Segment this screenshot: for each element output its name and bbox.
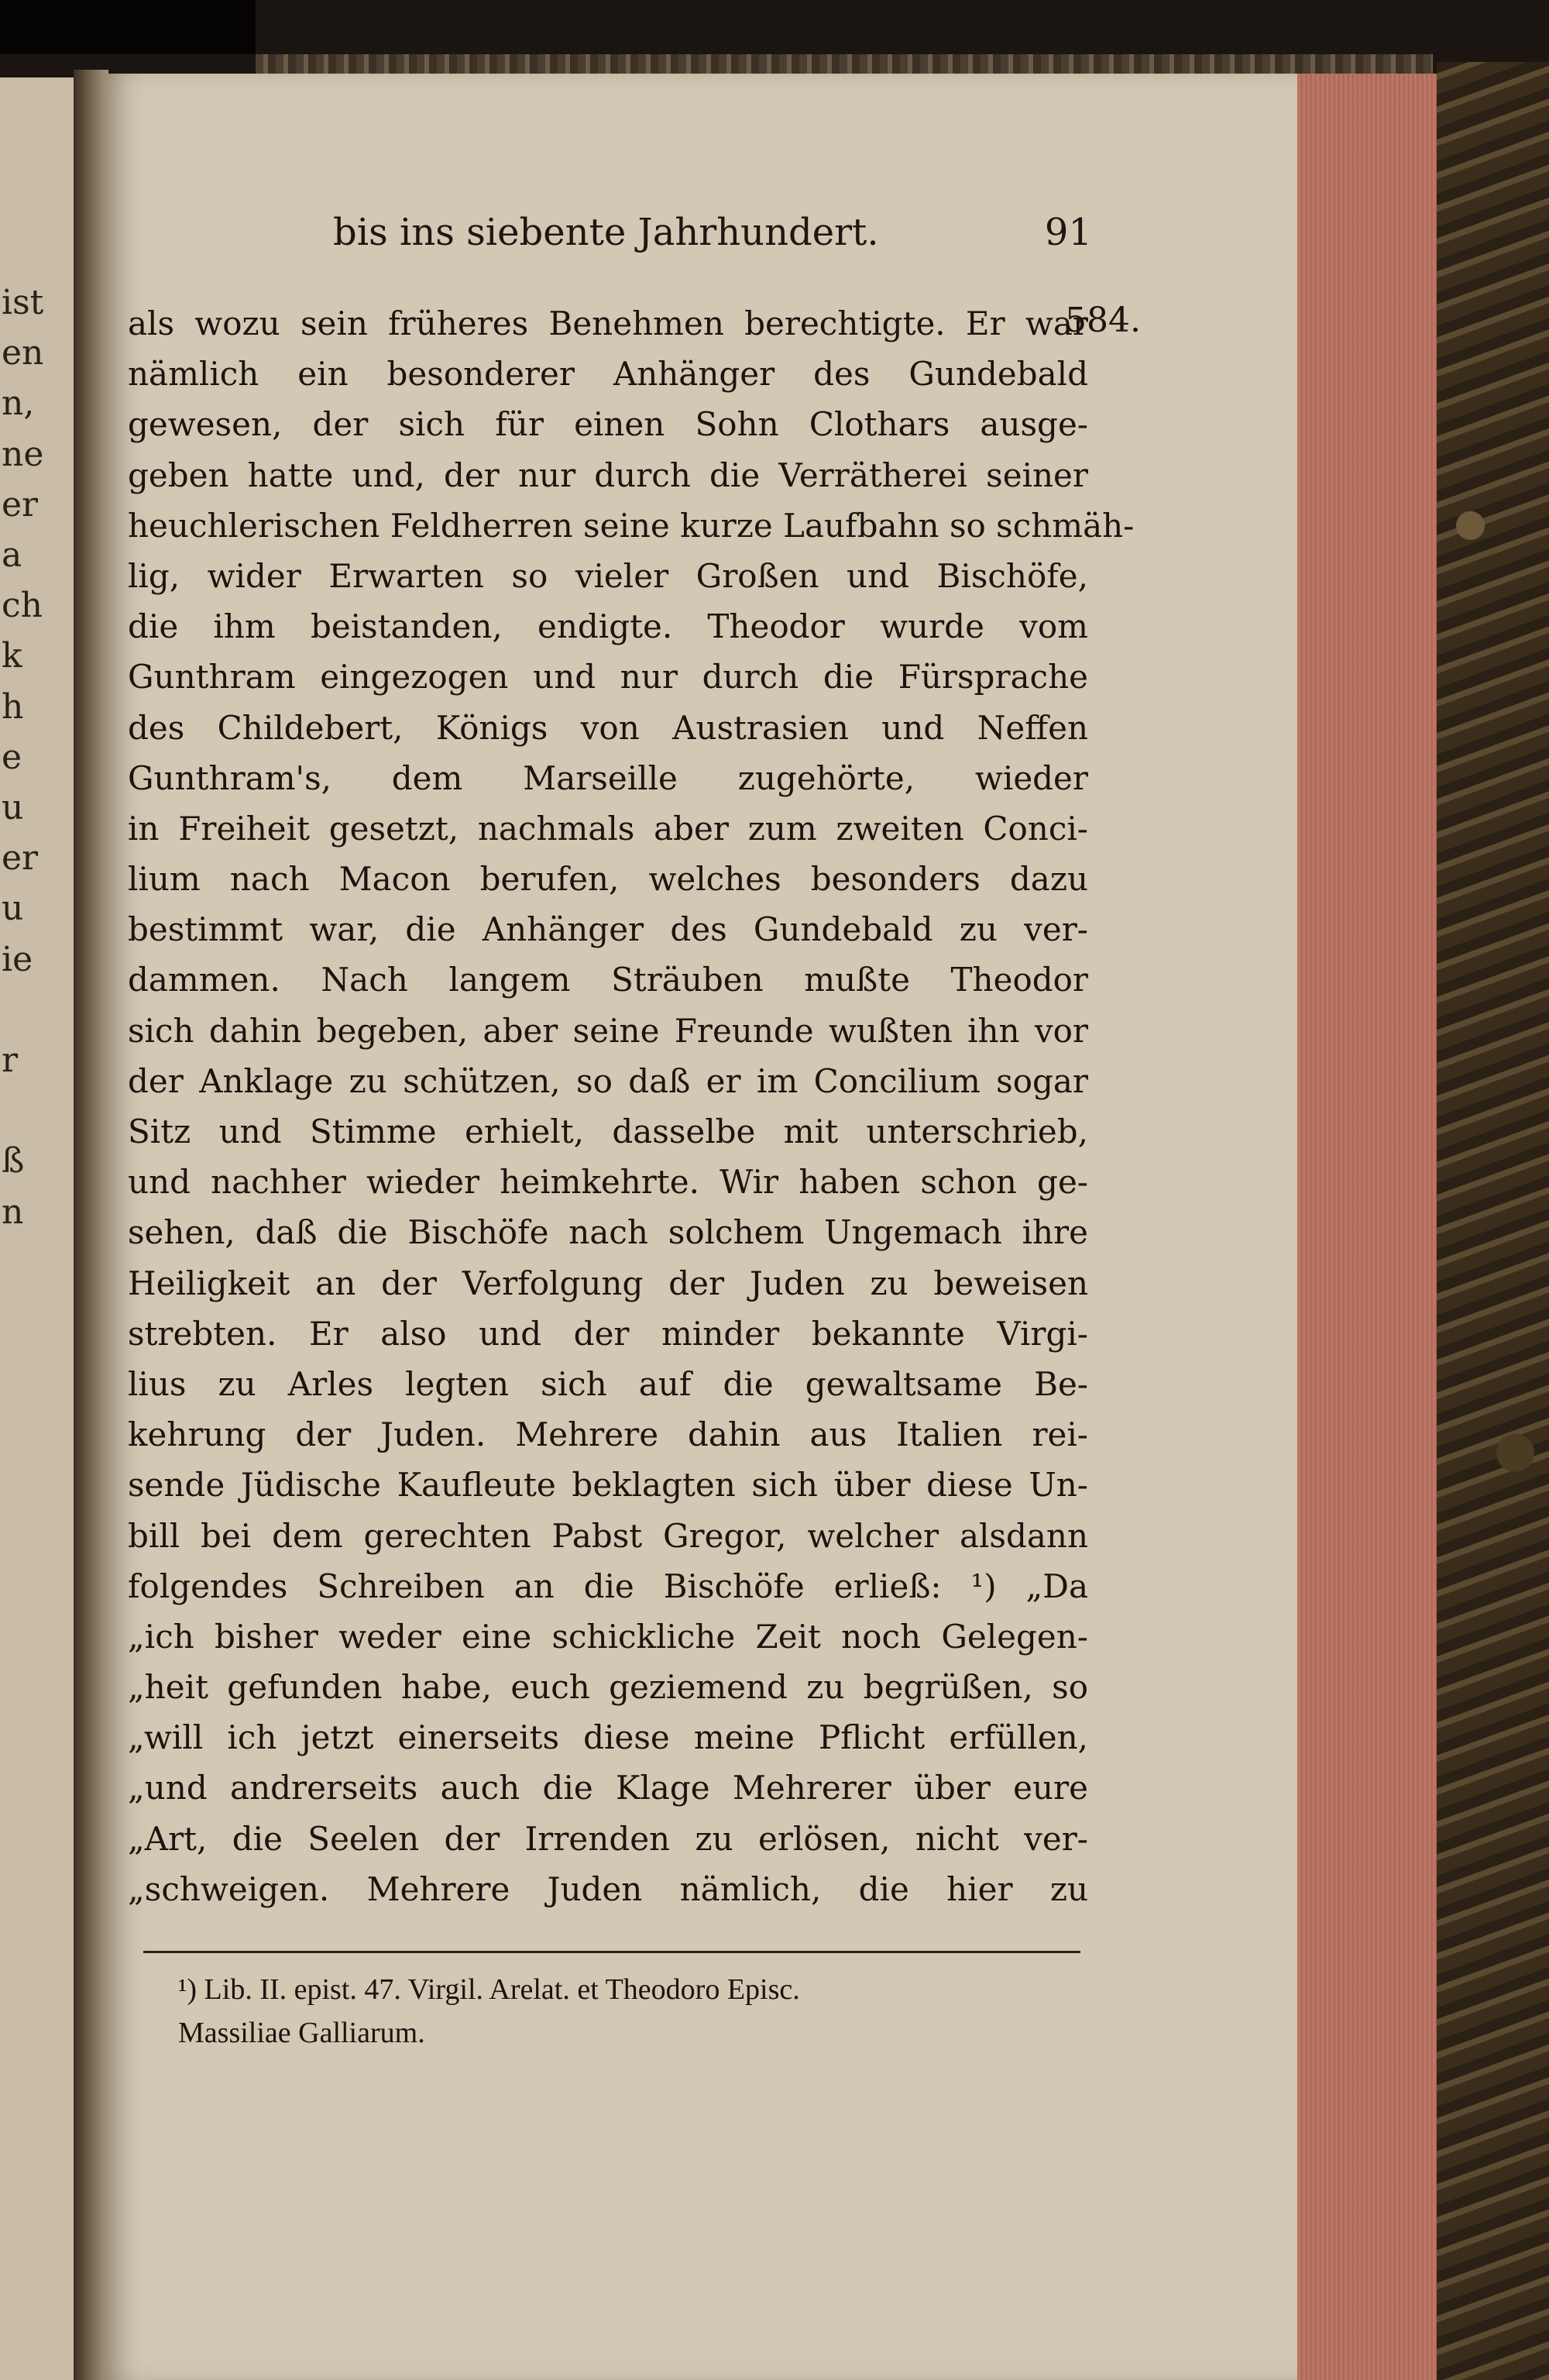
page-block-edge	[1297, 74, 1437, 2380]
left-page-fragment: ß	[2, 1141, 25, 1181]
left-page-fragment: er	[2, 484, 39, 524]
text-line: Sitz und Stimme erhielt, dasselbe mit unterschrieb,	[128, 1113, 1088, 1150]
running-title: bis ins siebente Jahrhundert.	[333, 211, 879, 254]
text-line: „und andrerseits auch die Klage Mehrerer über eure	[128, 1769, 1088, 1807]
text-line: sich dahin begeben, aber seine Freunde wußten ihn vor	[128, 1011, 1088, 1050]
text-line: in Freiheit gesetzt, nachmals aber zum zweiten Conci-	[128, 809, 1088, 848]
left-page-strip	[0, 77, 74, 2380]
text-line: lig, wider Erwarten so vieler Großen und Bischöfe,	[128, 556, 1088, 595]
left-page-fragment: ie	[2, 939, 33, 979]
running-header	[333, 211, 1092, 265]
text-line: „will ich jetzt einerseits diese meine Pflicht erfüllen,	[128, 1718, 1088, 1757]
left-page-fragment: ne	[2, 434, 44, 474]
black-tab	[0, 0, 256, 54]
left-page-fragment: a	[2, 535, 22, 575]
text-line: strebten. Er also und der minder bekannte Virgi-	[128, 1314, 1088, 1353]
left-page-fragment: ch	[2, 586, 43, 626]
text-line: kehrung der Juden. Mehrere dahin aus Italien rei-	[128, 1415, 1088, 1454]
text-line: des Childebert, Königs von Austrasien und Neffen	[128, 708, 1088, 747]
margin-year-note: 584.	[1065, 301, 1141, 340]
text-line: Gunthram's, dem Marseille zugehörte, wieder	[128, 758, 1088, 797]
text-line: bestimmt war, die Anhänger des Gundebald zu ver-	[128, 910, 1088, 949]
text-line: lius zu Arles legten sich auf die gewaltsame Be-	[128, 1364, 1088, 1403]
left-page-fragment: u	[2, 889, 24, 929]
left-page-fragment: n,	[2, 383, 35, 424]
text-line: die ihm beistanden, endigte. Theodor wurde vom	[128, 607, 1088, 646]
left-page-fragment: h	[2, 686, 24, 727]
footnote-line: ¹) Lib. II. epist. 47. Virgil. Arelat. et Theodoro Episc.	[178, 1973, 800, 2006]
text-line: Heiligkeit an der Verfolgung der Juden zu beweisen	[128, 1264, 1088, 1302]
text-line: „heit gefunden habe, euch geziemend zu begrüßen, so	[128, 1668, 1088, 1707]
text-line: „Art, die Seelen der Irrenden zu erlösen, nicht ver-	[128, 1819, 1088, 1858]
marbled-cover	[1437, 62, 1549, 2380]
left-page-fragment: n	[2, 1192, 24, 1232]
text-line: gewesen, der sich für einen Sohn Clothars ausge-	[128, 405, 1088, 444]
text-line: „schweigen. Mehrere Juden nämlich, die hier zu	[128, 1869, 1088, 1908]
page-number: 91	[1044, 211, 1092, 254]
text-line: heuchlerischen Feldherren seine kurze Laufbahn so schmäh-	[128, 506, 1135, 545]
text-line: lium nach Macon berufen, welches besonders dazu	[128, 860, 1088, 899]
text-line: als wozu sein früheres Benehmen berechtigte. Er war	[128, 304, 1088, 342]
text-line: „ich bisher weder eine schickliche Zeit noch Gelegen-	[128, 1617, 1088, 1656]
footnote-rule	[143, 1951, 1080, 1953]
left-page-fragment: k	[2, 636, 22, 676]
footnote	[178, 1968, 1092, 2055]
text-line: nämlich ein besonderer Anhänger des Gundebald	[128, 355, 1088, 394]
top-background	[0, 0, 1549, 77]
left-page-fragment: er	[2, 838, 39, 879]
text-line: Gunthram eingezogen und nur durch die Fürsprache	[128, 658, 1088, 696]
text-line: bill bei dem gerechten Pabst Gregor, welcher alsdann	[128, 1516, 1088, 1555]
text-line: dammen. Nach langem Sträuben mußte Theodor	[128, 961, 1088, 999]
text-line: sende Jüdische Kaufleute beklagten sich über diese Un-	[128, 1466, 1088, 1505]
text-line: sehen, daß die Bischöfe nach solchem Ungemach ihre	[128, 1213, 1088, 1252]
left-page-fragment: r	[2, 1040, 19, 1080]
book-gutter	[74, 70, 108, 2380]
left-page-fragment: u	[2, 788, 24, 827]
text-line: folgendes Schreiben an die Bischöfe erließ: ¹) „Da	[128, 1567, 1088, 1605]
left-page-fragment: en	[2, 333, 44, 373]
text-line: und nachher wieder heimkehrte. Wir haben schon ge-	[128, 1163, 1088, 1202]
text-line: der Anklage zu schützen, so daß er im Concilium sogar	[128, 1061, 1088, 1100]
text-line: geben hatte und, der nur durch die Verrätherei seiner	[128, 456, 1088, 494]
left-page-fragment: e	[2, 737, 22, 777]
footnote-line: Massiliae Galliarum.	[178, 2017, 425, 2049]
left-page-fragment: ist	[2, 283, 44, 322]
